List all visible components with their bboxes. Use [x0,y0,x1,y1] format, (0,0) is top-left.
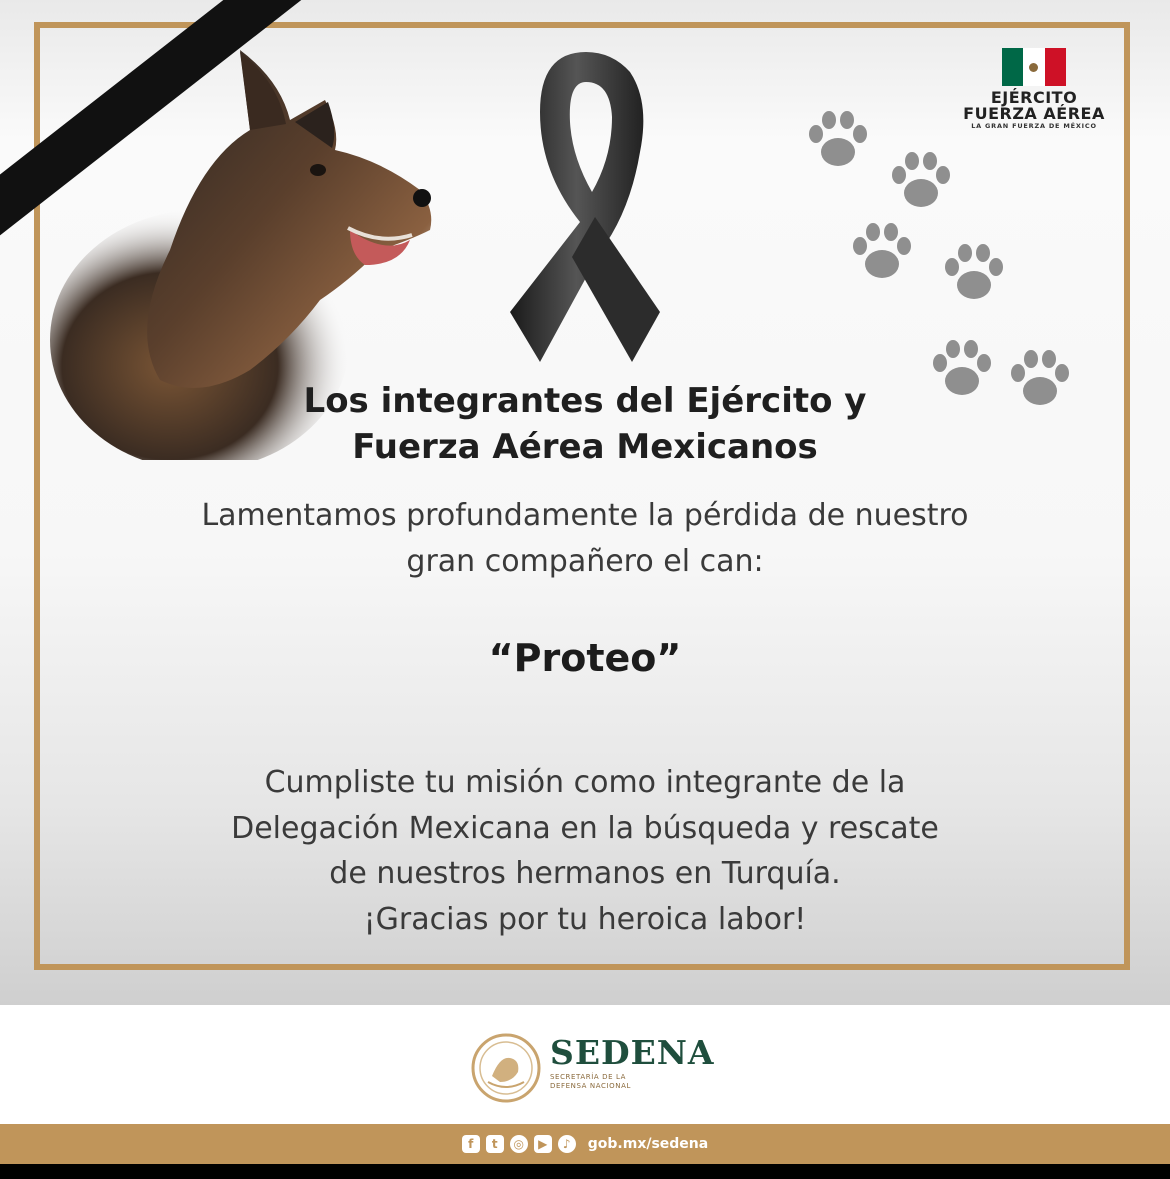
paw-print-icon [802,104,874,176]
mission-line: Delegación Mexicana en la búsqueda y rescate [231,810,939,846]
sedena-subtitle-line1: SECRETARÍA DE LA [550,1073,626,1081]
mission-line: Cumpliste tu misión como integrante de la [264,765,906,800]
paw-print-icon [938,237,1010,309]
mission-line: ¡Gracias por tu heroica labor! [363,901,807,937]
tiktok-icon[interactable]: ♪ [558,1135,576,1153]
army-logo-line2: FUERZA AÉREA [963,104,1105,123]
flag-stripe-white [1023,48,1044,86]
twitter-icon[interactable]: t [486,1135,504,1153]
paw-print-icon [846,216,918,288]
sedena-brand [550,1033,715,1091]
lament-line: gran compañero el can: [406,544,764,579]
sedena-name: SEDENA [550,1033,715,1072]
lament-text [0,493,1170,585]
national-seal-icon [470,1032,542,1104]
army-logo-tagline: LA GRAN FUERZA DE MÉXICO [971,122,1097,130]
bottom-strip [0,1164,1170,1179]
mission-line: de nuestros hermanos en Turquía. [329,856,841,891]
website-link[interactable]: gob.mx/sedena [587,1136,709,1152]
sedena-subtitle-line2: DEFENSA NACIONAL [550,1082,631,1090]
instagram-icon[interactable]: ◎ [510,1135,528,1153]
title-line: Fuerza Aérea Mexicanos [352,427,818,467]
paw-print-icon [885,145,957,217]
lament-line: Lamentamos profundamente la pérdida de nuestro [201,498,969,533]
flag-stripe-green [1002,48,1023,86]
mourning-ribbon-icon [500,42,672,367]
mexico-flag-icon [1002,48,1066,86]
flag-stripe-red [1045,48,1066,86]
flag-emblem-icon [1029,63,1038,72]
facebook-icon[interactable]: f [462,1135,480,1153]
army-logo-line1: EJÉRCITO [990,88,1078,107]
dog-name: “Proteo” [488,636,682,680]
title-line: Los integrantes del Ejército y [303,381,867,421]
post-title [0,378,1170,470]
mission-text [0,760,1170,942]
army-air-force-logo [956,48,1112,131]
youtube-icon[interactable]: ▶ [534,1135,552,1153]
social-bar [0,1124,1170,1164]
